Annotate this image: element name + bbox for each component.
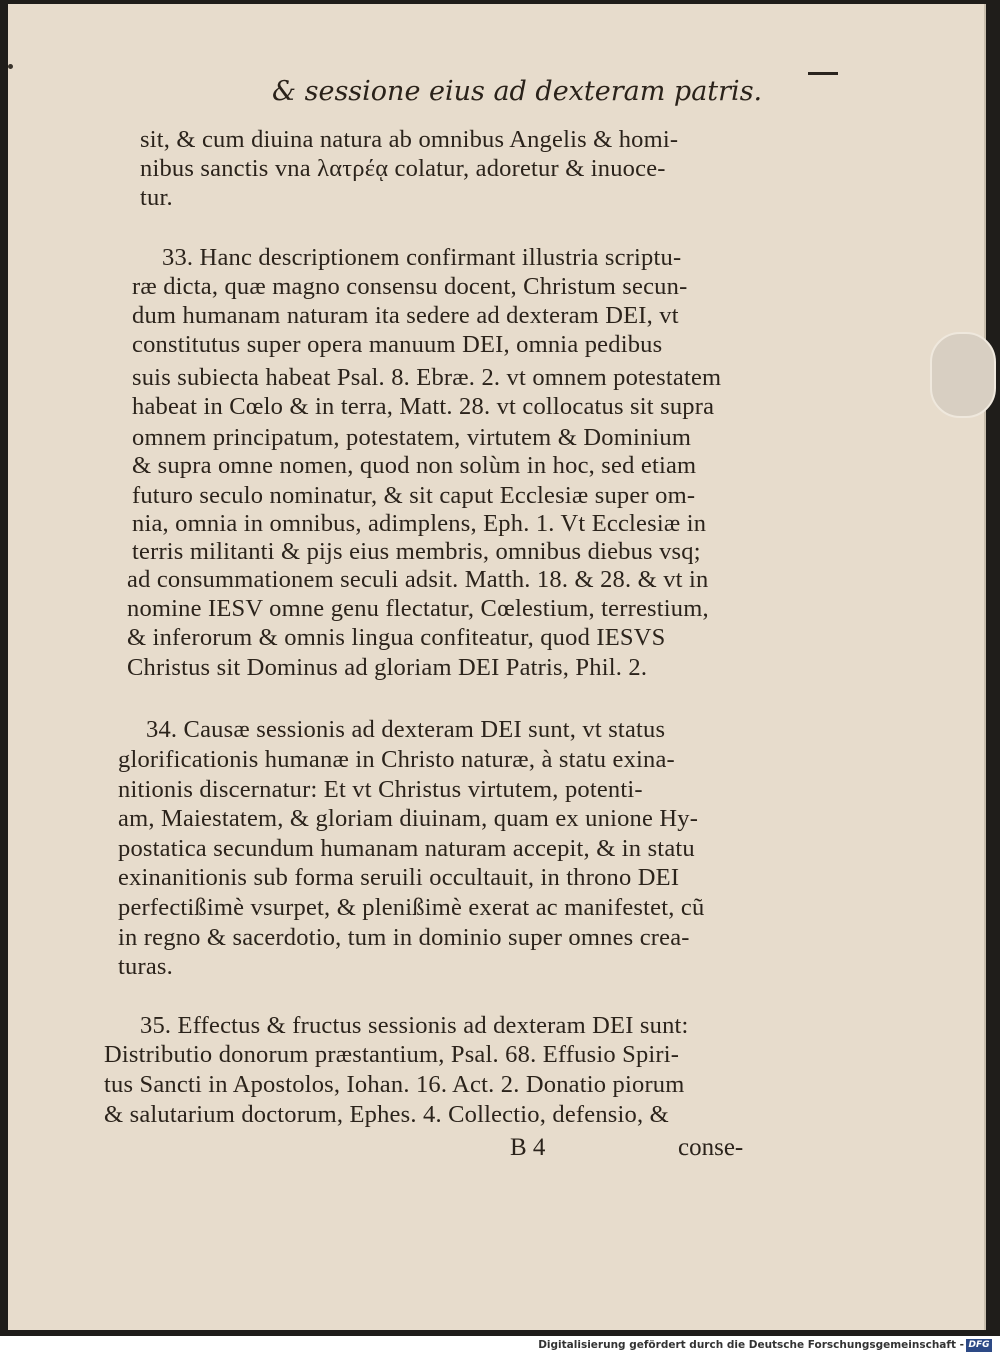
text-line: Christus sit Dominus ad gloriam DEI Patris, Phil. 2. xyxy=(127,654,648,681)
text-line: 33. Hanc descriptionem confirmant illustria scriptu- xyxy=(162,244,682,271)
text-line: am, Maiestatem, & gloriam diuinam, quam ex unione Hy- xyxy=(118,805,699,832)
text-line: & inferorum & omnis lingua confiteatur, quod IESVS xyxy=(127,624,666,651)
text-line: futuro seculo nominatur, & sit caput Ecclesiæ super om- xyxy=(132,482,696,509)
text-line: turas. xyxy=(118,953,173,980)
text-line: constitutus super opera manuum DEI, omnia pedibus xyxy=(132,331,663,358)
text-line: habeat in Cœlo & in terra, Matt. 28. vt collocatus sit supra xyxy=(132,393,715,420)
text-line: dum humanam naturam ita sedere ad dexteram DEI, vt xyxy=(132,302,679,329)
text-line: & supra omne nomen, quod non solùm in hoc, sed etiam xyxy=(132,452,697,479)
page-clip xyxy=(930,332,996,418)
text-line: terris militanti & pijs eius membris, omnibus diebus vsq; xyxy=(132,538,701,565)
funding-credit: Digitalisierung gefördert durch die Deutsche Forschungsgemeinschaft - xyxy=(538,1339,964,1351)
text-line: sit, & cum diuina natura ab omnibus Angelis & homi- xyxy=(140,126,679,153)
text-line: omnem principatum, potestatem, virtutem & Dominium xyxy=(132,424,692,451)
text-line: in regno & sacerdotio, tum in dominio super omnes crea- xyxy=(118,924,690,951)
text-line: Distributio donorum præstantium, Psal. 68. Effusio Spiri- xyxy=(104,1041,680,1068)
text-line: & salutarium doctorum, Ephes. 4. Collectio, defensio, & xyxy=(104,1101,669,1128)
signature-mark: B 4 xyxy=(510,1134,546,1161)
running-head: & sessione eius ad dexteram patris. xyxy=(272,76,763,107)
ink-mark xyxy=(808,72,838,75)
text-line: exinanitionis sub forma seruili occultauit, in throno DEI xyxy=(118,864,680,891)
text-line: ad consummationem seculi adsit. Matth. 18. & 28. & vt in xyxy=(127,566,709,593)
text-line: 34. Causæ sessionis ad dexteram DEI sunt, vt status xyxy=(146,716,666,743)
text-line: 35. Effectus & fructus sessionis ad dexteram DEI sunt: xyxy=(140,1012,689,1039)
text-line: tur. xyxy=(140,184,173,211)
text-line: suis subiecta habeat Psal. 8. Ebræ. 2. vt omnem potestatem xyxy=(132,364,722,391)
dfg-logo: DFG xyxy=(966,1339,992,1352)
text-line: nia, omnia in omnibus, adimplens, Eph. 1. Vt Ecclesiæ in xyxy=(132,510,707,537)
text-line: nitionis discernatur: Et vt Christus virtutem, potenti- xyxy=(118,776,643,803)
text-line: perfectißimè vsurpet, & plenißimè exerat ac manifestet, cũ xyxy=(118,894,705,921)
catchword: conse- xyxy=(678,1134,744,1161)
text-line: glorificationis humanæ in Christo naturæ, à statu exina- xyxy=(118,746,675,773)
text-line: nomine IESV omne genu flectatur, Cœlestium, terrestium, xyxy=(127,595,709,622)
ink-dot xyxy=(8,64,13,69)
text-line: ræ dicta, quæ magno consensu docent, Christum secun- xyxy=(132,273,688,300)
text-line: nibus sanctis vna λατρέᾳ colatur, adoretur & inuoce- xyxy=(140,155,666,182)
text-line: postatica secundum humanam naturam accepit, & in statu xyxy=(118,835,695,862)
text-line: tus Sancti in Apostolos, Iohan. 16. Act. 2. Donatio piorum xyxy=(104,1071,685,1098)
